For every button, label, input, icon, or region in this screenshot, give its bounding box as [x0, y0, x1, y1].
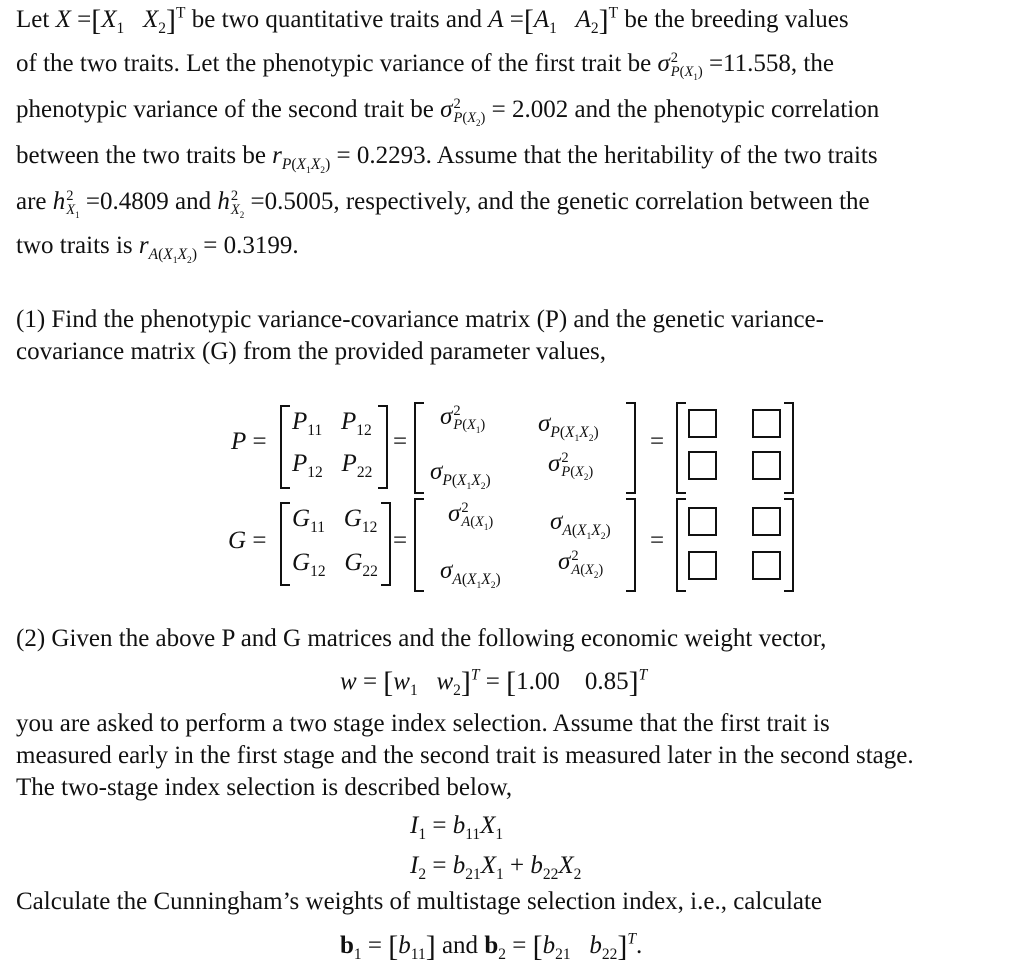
question-2-line-1: (2) Given the above P and G matrices and the following economic weight vector, [16, 625, 827, 652]
index-equation-2: $I_2 = b_{21}X_1 + b_{22}X_2$ [410, 852, 582, 883]
g21-answer-box[interactable] [688, 551, 717, 580]
index-equation-1: $I_1 = b_{11}X_1$ [410, 812, 504, 843]
question-2-line-3: measured early in the first stage and the second trait is measured later in the second stage. [16, 742, 914, 769]
problem-line-2: of the two traits. Let the phenotypic variance of the first trait be σ 2 $P(X_1)$ =11.558, the [16, 49, 834, 83]
g11-answer-box[interactable] [688, 507, 717, 536]
g22-answer-box[interactable] [752, 551, 781, 580]
problem-line-1: Let $X =[X_1$ $X_2]^T$ be two quantitative traits and $A =[A_1$ $A_2]^T$ be the breeding values [16, 4, 849, 37]
question-2-line-5: Calculate the Cunningham’s weights of multistage selection index, i.e., calculate [16, 888, 823, 915]
question-2-line-4: The two-stage index selection is described below, [16, 774, 513, 801]
problem-line-4: between the two traits be $r_{P(X_1X_2)} = 0.2293$. Assume that the heritability of the two traits [16, 142, 878, 177]
p22-answer-box[interactable] [752, 451, 781, 480]
weight-vectors-equation: $b_1 = [b_{11}]$ and $b_2 = [b_{21}$ $b_{22}]^T$. [340, 930, 643, 963]
p12-answer-box[interactable] [752, 409, 781, 438]
problem-line-5: are h 2 $X_1$ =0.4809 and h 2 $X_2$ =0.5005, respectively, and the genetic correlation between the [16, 187, 870, 221]
question-2-line-2: you are asked to perform a two stage index selection. Assume that the first trait is [16, 710, 830, 737]
economic-weight-equation: $w = [w_1$ $w_2]^T = [1.00$ 0.85]$^T$ [340, 666, 648, 699]
p11-answer-box[interactable] [688, 409, 717, 438]
problem-line-3: phenotypic variance of the second trait be σ 2 $P(X_2)$ = 2.002 and the phenotypic correlation [16, 95, 880, 129]
p21-answer-box[interactable] [688, 451, 717, 480]
problem-line-6: two traits is $r_{A(X_1X_2)} = 0.3199$. [16, 232, 299, 267]
question-1-line-2: covariance matrix (G) from the provided parameter values, [16, 338, 607, 365]
g12-answer-box[interactable] [752, 507, 781, 536]
question-1-line-1: (1) Find the phenotypic variance-covariance matrix (P) and the genetic variance- [16, 306, 824, 333]
